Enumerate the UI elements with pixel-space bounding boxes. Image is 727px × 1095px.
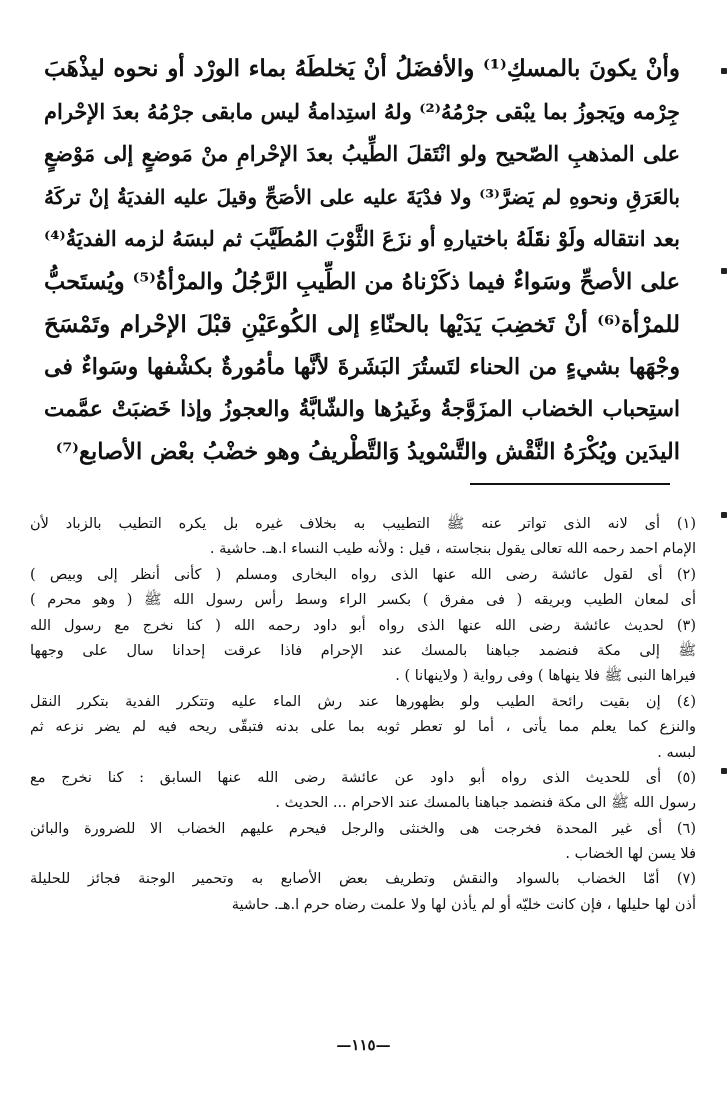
footnotes-block xyxy=(30,512,696,918)
margin-mark xyxy=(721,68,727,74)
footnote-line: (٥) أى للحديث الذى رواه أبو داود عن عائشة رضى الله عنها السابق : كنا نخرج مع xyxy=(30,769,696,786)
footnote-line: رسول الله ﷺ الى مكة فنضمد جباهنا بالمسك عند الاحرام ... الحديث . xyxy=(275,795,696,812)
footnote-line: والنزع كما يعلم مما يأتى ، أما لو تعطر ثوبه بما على بدنه فتبقّى ريحه فيه لم يضر نزعه ثم xyxy=(30,719,696,736)
footnote-line: فيراها النبى ﷺ فلا ينهاها ) وفى رواية ( ولاينهانا ) . xyxy=(395,668,696,685)
footnote-line: أى لمعان الطيب وبريقه ( فى مفرق ) بكسر الراء وسط رأس رسول الله ﷺ ( وهو محرم ) xyxy=(30,592,696,609)
main-text-line: بعد انتقاله ولَوْ نقَلَهُ باختيارهِ أو نزَعَ الثَّوْبَ المُطَيَّبَ ثم لبسَهُ لزمه الفديَةُ⁽⁴⁾ xyxy=(44,226,680,252)
footnote-separator-rule xyxy=(470,483,670,485)
margin-mark xyxy=(721,268,727,274)
footnote-line: (٧) أمّا الخضاب بالسواد والنقش وتطريف بعض الأصابع به وتحمير الوجنة فجائز للحليلة xyxy=(30,871,696,888)
main-text-line: وأنْ يكونَ بالمسكِ⁽¹⁾ والأفضَلُ أنْ يَخلطَهُ بماء الورْد أو نحوه ليذْهَبَ xyxy=(44,55,680,82)
footnote-line: (١) أى لانه الذى تواتر عنه ﷺ التطييب به بخلاف غيره بل يكره التطيب بالزباد لأن xyxy=(30,516,696,532)
footnote-line: ﷺ إلى مكة فنضمد جباهنا بالمسك عند الإحرام فاذا عرقت إحدانا سال على وجهها xyxy=(30,642,696,659)
footnote-line: (٦) أى غير المحدة فخرجت هى والخنثى والرجل فيحرم عليهم الخضاب الا للضرورة والبائن xyxy=(30,820,696,837)
footnote-line: أذن لها حليلها ، فإن كانت خليّه أو لم يأذن لها ولا علمت رضاه حرم ا.هـ. حاشية xyxy=(231,896,696,913)
footnote-line: الإمام احمد رحمه الله تعالى يقول بنجاسته ، قيل : ولأنه طيب النساء ا.هـ. حاشية . xyxy=(209,541,696,558)
main-text-line: استِحباب الخضاب المزَوَّجةُ وغَيرُها والشّابَّةُ والعجوزُ وإذا خَضبَتْ عمَّمت xyxy=(44,396,680,422)
footnote-line: (٢) أى لقول عائشة رضى الله عنها الذى رواه البخارى ومسلم ( كأنى أنظر إلى وبيص ) xyxy=(30,566,696,583)
main-text-line: اليدَين ويُكْرَهُ النَّقْش والتَّسْويدُ وَالتَّطْريفُ وهو خضْبُ بعْض الأصابع⁽⁷⁾ xyxy=(55,439,680,466)
footnote-line: (٣) لحديث عائشة رضى الله عنها الذى رواه أبو داود رحمه الله ( كنا نخرج مع رسول الله xyxy=(30,617,696,634)
main-text-line: جِرْمه ويَجوزُ بما يبْقى جرْمُهُ⁽²⁾ ولهُ استِدامةُ ليس مابقى جرْمُهُ بعدَ الإحْرام xyxy=(44,98,680,124)
footnote-line: لبسه . xyxy=(657,744,696,761)
margin-mark xyxy=(721,512,727,518)
main-text-block xyxy=(44,48,680,474)
main-text-line: للمرْأة⁽⁶⁾ أنْ تَخضِبَ يَدَيْها بالحنّاءِ إلى الكُوعَيْنِ قبْلَ الإحْرام وتَمْسَحَ xyxy=(44,310,680,338)
main-text-line: على الأصحِّ وسَواءٌ فيما ذكَرْناهُ من الطِّيبِ الرَّجُلُ والمرْأةُ⁽⁵⁾ ويُستَحبُّ xyxy=(44,268,680,295)
main-text-line: وجْهَها بشيءٍ من الحناء لتَستُرَ البَشَرةَ لأنَّها مأمُورةٌ بكشْفها وسَواءٌ فى xyxy=(44,354,680,381)
margin-mark xyxy=(721,768,727,774)
main-text-line: على المذهبِ الصّحيح ولو انْتَقلَ الطِّيبُ بعدَ الإحْرامِ منْ مَوضعٍ إلى مَوْضعٍ xyxy=(44,141,680,167)
page-number: —١١٥— xyxy=(336,1036,391,1054)
footnote-line: (٤) إن بقيت رائحة الطيب ولو بظهورها عند رش الماء عليه وتتكرر الفدية بتكرر النقل xyxy=(30,693,696,710)
main-text-line: بالعَرَقِ ونحوهِ لم يَضرَّ⁽³⁾ ولا فدْيَةَ عليه على الأصَحِّ وقيلَ عليه الفديَةُ إنْ تركَهُ xyxy=(44,184,680,209)
footnote-line: فلا يسن لها الخضاب . xyxy=(565,846,696,863)
